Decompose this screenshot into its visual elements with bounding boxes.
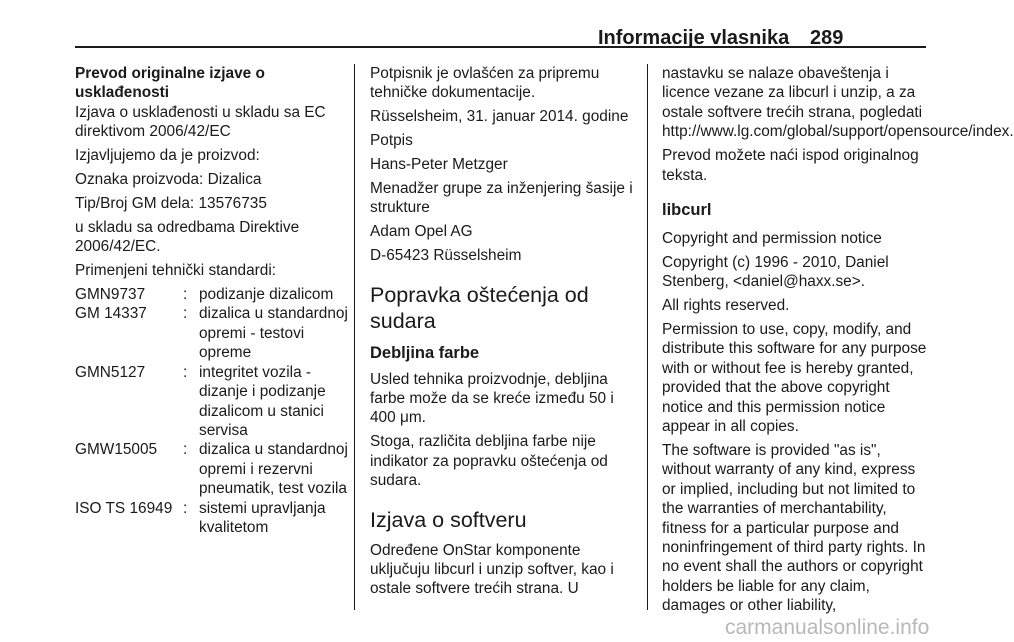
table-row <box>75 304 350 362</box>
standard-code: GMW15005 <box>75 441 158 459</box>
subheading-paint-thickness: Debljina farbe <box>370 343 480 362</box>
column-right <box>662 64 1014 620</box>
separator: : <box>183 363 188 381</box>
paragraph: nastavku se nalaze obaveštenja i licence vezane za libcurl i unzip, a za ostale softvere trećih strana, pogledati http://www.lg.com/global/support/opensource/index. <box>662 65 1014 141</box>
standard-desc: sistemi upravljanja kvalitetom <box>199 499 326 536</box>
paragraph: Određene OnStar komponente uključuju libcurl i unzip softver, kao i ostale softvere trećih strana. U <box>370 541 614 598</box>
paragraph: Oznaka proizvoda: Dizalica <box>75 171 262 189</box>
paragraph: Copyright and permission notice <box>662 229 882 247</box>
standard-code: GMN9737 <box>75 286 146 304</box>
standards-table <box>75 285 350 537</box>
watermark: carmanualsonline.info <box>725 616 930 639</box>
standard-code: GM 14337 <box>75 305 147 323</box>
paragraph: Adam Opel AG <box>370 223 473 241</box>
paragraph: Permission to use, copy, modify, and distribute this software for any purpose with or without fee is hereby granted, provided that the above copyright notice and this permission notice appear in all copies. <box>662 321 927 436</box>
section-heading-software-statement: Izjava o softveru <box>370 507 527 532</box>
declaration-heading: Prevod originalne izjave o usklađenosti <box>75 65 265 102</box>
paragraph: D-65423 Rüsselsheim <box>370 247 522 265</box>
paragraph: All rights reserved. <box>662 297 790 315</box>
column-left <box>75 64 348 537</box>
table-row <box>75 363 350 441</box>
table-row <box>75 285 350 304</box>
separator: : <box>183 286 188 304</box>
separator: : <box>183 441 188 459</box>
separator: : <box>183 499 188 517</box>
paragraph: Prevod možete naći ispod originalnog teksta. <box>662 147 919 184</box>
separator: : <box>183 305 188 323</box>
column-middle <box>370 64 638 603</box>
column-divider <box>647 64 648 610</box>
standard-desc: integritet vozila - dizanje i podizanje dizalicom u stanici servisa <box>199 363 326 439</box>
page-header <box>75 0 926 48</box>
table-row <box>75 440 350 498</box>
paragraph: Hans-Peter Metzger <box>370 156 508 174</box>
paragraph: Stoga, različita debljina farbe nije indikator za popravku oštećenja od sudara. <box>370 433 608 490</box>
table-row <box>75 499 350 538</box>
standard-code: ISO TS 16949 <box>75 499 173 517</box>
paragraph: Tip/Broj GM dela: 13576735 <box>75 194 267 212</box>
standard-desc: podizanje dizalicom <box>199 286 334 304</box>
standard-code: GMN5127 <box>75 363 146 381</box>
standard-desc: dizalica u standardnoj opremi i rezervni pneumatik, test vozila <box>199 441 348 498</box>
paragraph: Izjavljujemo da je proizvod: <box>75 147 260 165</box>
page-number: 289 <box>810 27 844 49</box>
paragraph: Potpisnik je ovlašćen za pripremu tehničke dokumentacije. <box>370 65 600 102</box>
paragraph: Copyright (c) 1996 - 2010, Daniel Stenberg, <daniel@haxx.se>. <box>662 253 889 291</box>
paragraph: Rüsselsheim, 31. januar 2014. godine <box>370 108 629 126</box>
subheading-libcurl: libcurl <box>662 200 712 219</box>
paragraph: Menadžer grupe za inženjering šasije i strukture <box>370 180 633 217</box>
paragraph: Usled tehnika proizvodnje, debljina farbe može da se kreće između 50 i 400 μm. <box>370 370 614 427</box>
header-title: Informacije vlasnika <box>598 27 790 49</box>
paragraph: Primenjeni tehnički standardi: <box>75 262 277 280</box>
column-divider <box>354 64 355 610</box>
section-heading-collision-repair: Popravka oštećenja od sudara <box>370 282 589 333</box>
paragraph: The software is provided "as is", without warranty of any kind, express or implied, including but not limited to the warranties of merchantability, fitness for a particular purpose and noninfringement of third party rights. In no event shall the authors or copyright holders be liable for any claim, damages or other liability, <box>662 442 926 615</box>
standard-desc: dizalica u standardnoj opremi - testovi opreme <box>199 305 348 362</box>
paragraph: Izjava o usklađenosti u skladu sa EC direktivom 2006/42/EC <box>75 103 326 141</box>
paragraph: Potpis <box>370 132 413 150</box>
paragraph: u skladu sa odredbama Direktive 2006/42/EC. <box>75 218 300 256</box>
